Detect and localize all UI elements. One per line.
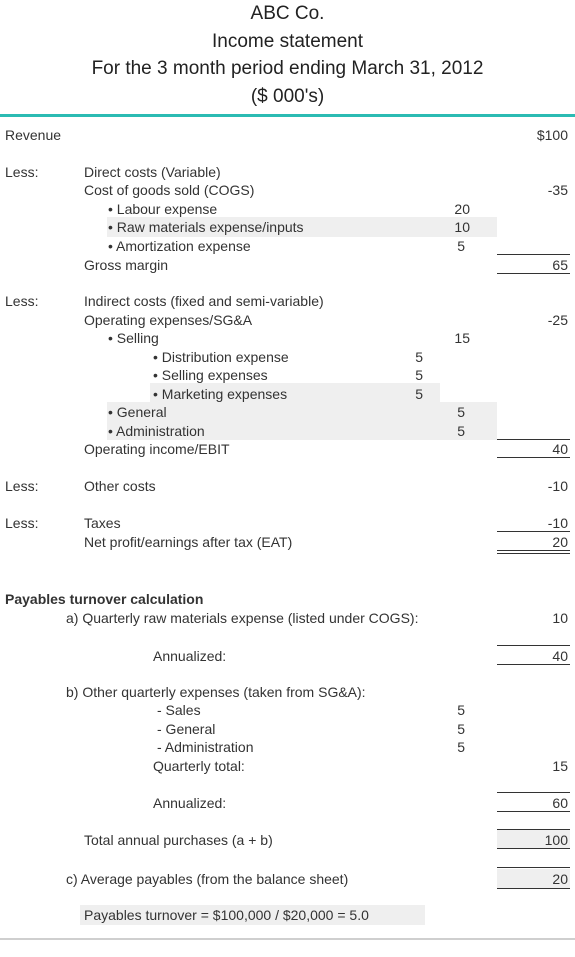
- b-sales-value: 5: [457, 702, 465, 718]
- selling-label: • Selling: [108, 330, 159, 346]
- average-payables-value: 20: [552, 871, 568, 887]
- taxes-underline: [497, 531, 570, 532]
- payables-a-value: 10: [552, 610, 568, 626]
- a-annualized-value: 40: [552, 648, 568, 664]
- gross-margin-underline: [497, 273, 570, 274]
- b-general-label: - General: [157, 721, 216, 737]
- labour-expense-label: • Labour expense: [108, 201, 218, 217]
- total-annual-purchases-label: Total annual purchases (a + b): [84, 832, 273, 848]
- payables-section-title: Payables turnover calculation: [5, 591, 204, 607]
- b-administration-value: 5: [457, 739, 465, 755]
- b-quarterly-total-label: Quarterly total:: [153, 758, 245, 774]
- marketing-label: • Marketing expenses: [153, 386, 288, 402]
- payables-turnover-result: Payables turnover = $100,000 / $20,000 = 5.0: [84, 907, 369, 923]
- selling-value: 15: [454, 330, 470, 346]
- indirect-costs-heading: Indirect costs (fixed and semi-variable): [84, 293, 324, 309]
- net-profit-double-rule-1: [497, 550, 570, 551]
- cogs-value: -35: [547, 182, 568, 198]
- ebit-value: 40: [552, 441, 568, 457]
- gross-margin-label: Gross margin: [84, 257, 169, 273]
- b-annualized-underline: [497, 811, 570, 812]
- general-label: • General: [108, 404, 167, 420]
- ebit-underline: [497, 457, 570, 458]
- amortization-label: • Amortization expense: [108, 238, 251, 254]
- amortization-value: 5: [457, 238, 465, 254]
- revenue-value: $100: [536, 127, 568, 143]
- b-quarterly-total-value: 15: [552, 758, 568, 774]
- a-annualized-underline: [497, 664, 570, 665]
- administration-value: 5: [457, 423, 465, 439]
- company-name: ABC Co.: [250, 3, 325, 24]
- marketing-value: 5: [415, 386, 423, 402]
- ebit-label: Operating income/EBIT: [84, 441, 230, 457]
- payables-a-label: a) Quarterly raw materials expense (listed under COGS):: [66, 610, 419, 626]
- other-costs-label: Other costs: [84, 478, 156, 494]
- total-annual-rule: [497, 829, 570, 830]
- opex-value: -25: [547, 312, 568, 328]
- administration-label: • Administration: [108, 423, 205, 439]
- header-accent-rule: [0, 114, 575, 117]
- raw-materials-value: 10: [454, 219, 470, 235]
- net-profit-double-rule-2: [497, 553, 570, 554]
- total-annual-purchases-value: 100: [544, 832, 568, 848]
- footer-rule: [0, 938, 575, 940]
- b-annualized-rule: [497, 792, 570, 793]
- net-profit-value: 20: [552, 534, 568, 550]
- a-annualized-rule: [497, 645, 570, 646]
- gross-margin-rule: [497, 254, 570, 255]
- statement-title: Income statement: [211, 31, 364, 52]
- general-value: 5: [457, 404, 465, 420]
- taxes-value: -10: [547, 515, 568, 531]
- gross-margin-value: 65: [552, 257, 568, 273]
- taxes-label: Taxes: [84, 515, 121, 531]
- b-annualized-label: Annualized:: [153, 795, 227, 811]
- opex-label: Operating expenses/SG&A: [84, 312, 253, 328]
- units-label: ($ 000's): [250, 86, 325, 107]
- revenue-label: Revenue: [5, 127, 62, 143]
- less-label-indirect: Less:: [5, 293, 39, 309]
- less-label-other: Less:: [5, 478, 39, 494]
- less-label-direct: Less:: [5, 164, 39, 180]
- selling-expenses-label: • Selling expenses: [153, 367, 268, 383]
- a-annualized-label: Annualized:: [153, 648, 227, 664]
- distribution-value: 5: [415, 349, 423, 365]
- average-payables-label: c) Average payables (from the balance sheet): [66, 871, 349, 887]
- other-costs-value: -10: [547, 478, 568, 494]
- distribution-label: • Distribution expense: [153, 349, 289, 365]
- direct-costs-heading: Direct costs (Variable): [84, 164, 221, 180]
- raw-materials-label: • Raw materials expense/inputs: [108, 219, 304, 235]
- b-general-value: 5: [457, 721, 465, 737]
- avg-payables-rule: [497, 867, 570, 868]
- period-title: For the 3 month period ending March 31, 2012: [91, 58, 484, 79]
- payables-b-label: b) Other quarterly expenses (taken from SG&A):: [66, 684, 366, 700]
- labour-expense-value: 20: [454, 201, 470, 217]
- selling-expenses-value: 5: [415, 367, 423, 383]
- b-sales-label: - Sales: [157, 702, 201, 718]
- less-label-taxes: Less:: [5, 515, 39, 531]
- avg-payables-underline: [497, 888, 570, 889]
- b-administration-label: - Administration: [157, 739, 254, 755]
- total-annual-underline: [497, 848, 570, 849]
- b-annualized-value: 60: [552, 795, 568, 811]
- cogs-label: Cost of goods sold (COGS): [84, 182, 255, 198]
- net-profit-label: Net profit/earnings after tax (EAT): [84, 534, 293, 550]
